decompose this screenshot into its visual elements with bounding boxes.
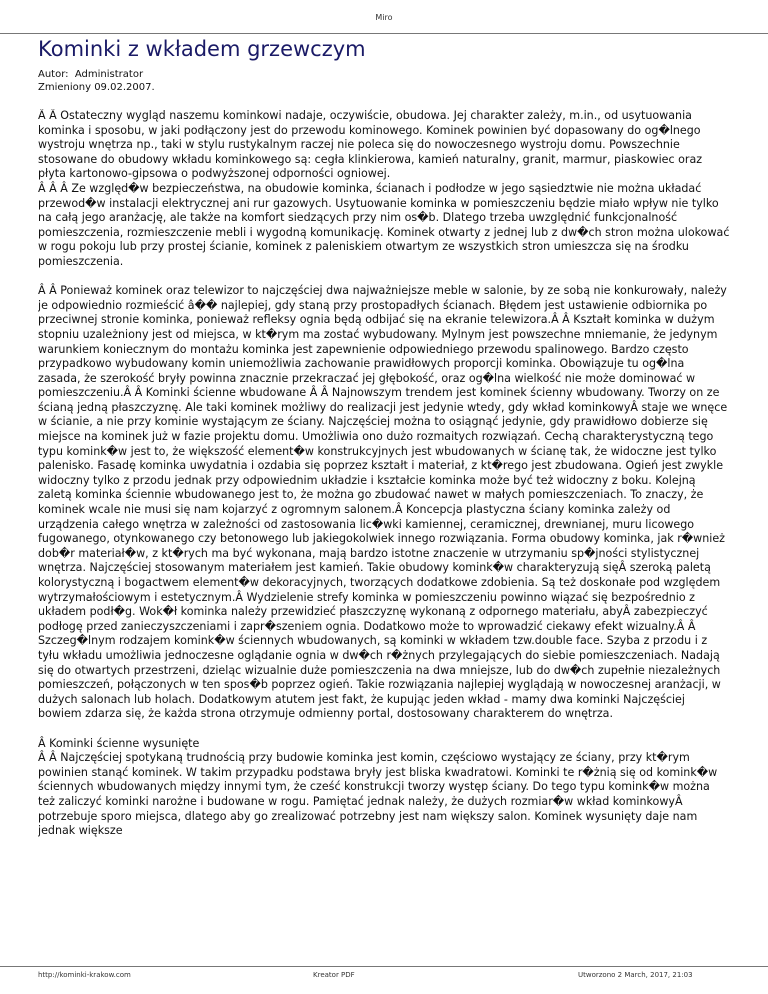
paragraph: Â Â Ponieważ kominek oraz telewizor to najczęściej dwa najważniejsze meble w salonie, by ze sobą nie konkurowały, należy je odpowiednio rozmieścić â�� najlepiej, gdy staną przy prostopadłych ścianach. Błędem jest ustawienie odbiornika po przeciwnej stronie kominka, ponieważ refleksy ognia będą odbijać się na ekranie telewizora.Â Â Kształt kominka w dużym stopniu uzależniony jest od miejsca, w kt�rym ma zostać wybudowany. Mylnym jest powszechne mniemanie, że jedynym warunkiem koniecznym do montażu kominka jest zapewnienie odpowiedniego przewodu spalinowego. Bardzo często przypadkowo wybudowany komin uniemożliwia zachowanie prawidłowych proporcji kominka. Obowiązuje tu og�lna zasada, że szerokość bryły powinna znacznie przekraczać jej głębokość, oraz og�lna wielkość nie może dominować w pomieszczeniu.Â Â Kominki ścienne wbudowane Â Â Najnowszym trendem jest kominek ścienny wbudowany. Tworzy on ze ścianą jedną płaszczyznę. Ale taki kominek możliwy do realizacji jest jedynie wtedy, gdy wkład kominkowyÂ staje we wnęce w ścianie, a nie przy kominie wystającym ze ściany. Najczęściej można to osiągnąć jedynie, gdy prawidłowo dobierze się miejsce na kominek już w fazie projektu domu. Umożliwia ono dużo rozmaitych rozwiązań. Cechą charakterystyczną tego typu komink�w jest to, że większość element�w konstrukcyjnych jest wbudowanych w ścianę tak, że widoczne jest tylko palenisko. Fasadę kominka uwydatnia i ozdabia się poprzez kształt i materiał, z kt�rego jest zbudowana. Ogień jest zwykle widoczny tylko z przodu jednak przy odpowiednim układzie i kształcie kominka może być też widoczny z boku. Kolejną zaletą kominka ściennie wbudowanego jest to, że można go zbudować nawet w małych pomieszczeniach. To znaczy, że kominek wcale nie musi się nam kojarzyć z ogromnym salonem.Â Koncepcja plastyczna ściany kominka zależy od urządzenia całego wnętrza w zależności od zastosowania lic�wki kamiennej, ceramicznej, drewnianej, muru licowego fugowanego, otynkowanego czy betonowego lub jakiegokolwiek innego rozwiązania. Forma obudowy kominka, jak r�wnież dob�r materiał�w, z kt�rych ma być wykonana, mają bardzo istotne znaczenie w utrzymaniu sp�jności stylistycznej wnętrza. Najczęściej stosowanym materiałem jest kamień. Takie obudowy komink�w charakteryzują sięÂ szeroką paletą kolorystyczną i bogactwem element�w dekoracyjnych, tworzących dodatkowe zdobienia. Są też doskonałe pod względem wytrzymałościowym i estetycznym.Â Wydzielenie strefy kominka w pomieszczeniu powinno wiązać się bezpośrednio z układem podł�g. Wok�ł kominka należy przewidzieć płaszczyznę wykonaną z odpornego materiału, abyÂ zabezpieczyć podłogę przed zanieczyszczeniami i zapr�szeniem ognia. Dodatkowo może to wprowadzić ciekawy efekt wizualny.Â Â Szczeg�lnym rodzajem komink�w ściennych wbudowanych, są kominki w wkładem tzw.double face. Szyba z przodu i z tyłu wkładu umożliwia jednoczesne oglądanie ognia w dw�ch r�żnych przylegających do siebie pomieszczeniach. Nadają się do otwartych przestrzeni, dzieląc wizualnie duże pomieszczenia na dwa mniejsze, lub do dw�ch zupełnie niezależnych pomieszczeń, połączonych w ten spos�b poprzez ogień. Takie rozwiązania najlepiej wyglądają w nowoczesnej aranżacji, w dużych salonach lub holach. Dodatkowym atutem jest fakt, że kupując jeden wkład - mamy dwa kominki Najczęściej bowiem zdarza się, że każda strona otrzymuje odmienny portal, dostosowany charakterem do wnętrza. [38,284,728,721]
page-footer [0,966,768,994]
paragraph: Â Â Najczęściej spotykaną trudnością przy budowie kominka jest komin, częściowo wystający ze ściany, przy kt�rym powinien stanąć kominek. W takim przypadku podstawa bryły jest bliska kwadratowi. Kominki te r�żnią się od komink�w ściennych wbudowanych między innymi tym, że cześć konstrukcji tworzy występ ściany. Do tego typu komink�w można też zaliczyć kominki narożne i budowane w rogu. Pamiętać jednak należy, że dużych rozmiar�w wkład kominkowyÂ potrzebuje sporo miejsca, dlatego aby go zrealizować potrzebny jest nam większy salon. Kominek wysunięty daje nam jednak większe [38,751,718,838]
footer-creator: Kreator PDF [313,971,355,979]
page-header [0,12,768,34]
author-line: Autor: Administrator [38,69,144,80]
footer-created-date: Utworzono 2 March, 2017, 21:03 [578,971,693,979]
paragraph: Â Â Â Ze względ�w bezpieczeństwa, na obudowie kominka, ścianach i podłodze w jego sąsiedztwie nie można układać przewod�w instalacji elektrycznej ani rur gazowych. Usytuowanie kominka w pomieszczeniu będzie miało wpływ nie tylko na całą jego aranżację, ale także na komfort siedzących przy nim os�b. Dlatego trzeba uwzględnić funkcjonalność pomieszczenia, rozmieszczenie mebli i wygodną komunikację. Kominek otwarty z jednej lub z dw�ch stron można ulokować w rogu pokoju lub przy prostej ścianie, kominek z paleniskiem otwartym ze wszystkich stron umieszcza się na środku pomieszczenia. [38,181,730,268]
site-name: Miro [375,13,393,22]
article-title: Kominki z wkładem grzewczym [38,37,366,61]
section-heading: Â Kominki ścienne wysunięte [38,736,200,750]
article-body [38,109,730,957]
footer-url: http://kominki-krakow.com [38,971,131,979]
paragraph: Â Â Ostateczny wygląd naszemu kominkowi nadaje, oczywiście, obudowa. Jej charakter zależy, m.in., od usytuowania kominka i sposobu, w jaki podłączony jest do przewodu kominowego. Kominek powinien być dopasowany do og�lnego wystroju wnętrza np., taki w stylu rustykalnym raczej nie poleca się do nowoczesnego wystroju domu. Powszechnie stosowane do obudowy wkładu kominkowego są: cegła klinkierowa, kamień naturalny, granit, marmur, piaskowiec oraz płyta kartonowo-gipsowa o podwyższonej odporności ogniowej. [38,109,703,181]
article-meta [38,68,155,94]
modified-date: Zmieniony 09.02.2007. [38,82,155,93]
